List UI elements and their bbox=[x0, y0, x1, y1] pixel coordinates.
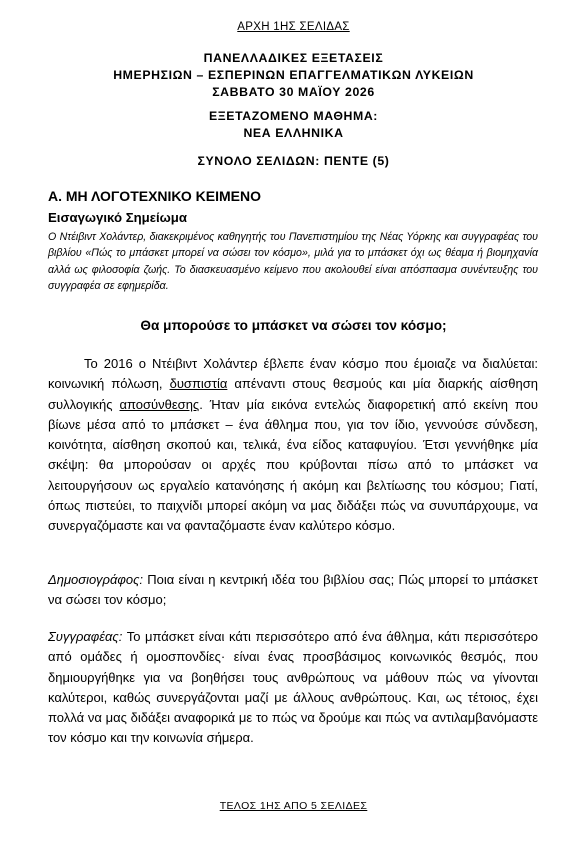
article-title: Θα μπορούσε το μπάσκετ να σώσει τον κόσμο; bbox=[140, 318, 447, 333]
page-end-label: ΤΕΛΟΣ 1ΗΣ ΑΠΟ 5 ΣΕΛΙΔΕΣ bbox=[219, 800, 368, 812]
total-pages: ΣΥΝΟΛΟ ΣΕΛΙΔΩΝ: ΠΕΝΤΕ (5) bbox=[197, 154, 390, 168]
p1-text-c: . Ήταν μία εικόνα εντελώς διαφορετική από εκείνη που βίωνε μέσα από το μπάσκετ – ένα άθλημα που, για τον ίδιο, γεννούσε σύνδεση, κοινότητα, αίσθηση σκοπού και, τελικά, ένα είδος καταφυγίου. Έτσι γεννήθηκε μία σκέψη: θα μπορούσαν οι αρχές που κρύβονται πίσω από το μπάσκετ να λειτουργήσουν ως εργαλείο κατανόησης ή ακόμη και βελτίωσης του κόσμου; Γιατί, όπως πιστεύει, το παιχνίδι μπορεί ακόμη να μας διδάξει πώς να συνυπάρχουμε, να συνεργαζόμαστε και να φανταζόμαστε έναν καλύτερο κόσμο. bbox=[48, 396, 538, 534]
exam-title-line1: ΠΑΝΕΛΛΑΔΙΚΕΣ ΕΞΕΤΑΣΕΙΣ bbox=[203, 51, 384, 65]
p1-text-a: Το 2016 ο Ντέιβιντ Χολάντερ έβλεπε έναν κόσμο που έμοιαζε να διαλύεται: κοινωνική πόλωση, bbox=[48, 356, 538, 392]
intro-note-title: Εισαγωγικό Σημείωμα bbox=[48, 210, 187, 225]
author-answer bbox=[48, 627, 538, 749]
p1-text-b: απέναντι στους θεσμούς και μία διαρκής αίσθηση συλλογικής bbox=[48, 376, 538, 412]
subject-name: ΝΕΑ ΕΛΛΗΝΙΚΑ bbox=[243, 126, 344, 140]
author-label: Συγγραφέας: bbox=[48, 629, 123, 644]
journalist-text: Ποια είναι η κεντρική ιδέα του βιβλίου σας; Πώς μπορεί το μπάσκετ να σώσει τον κόσμο; bbox=[48, 572, 538, 608]
underlined-term-distrust: δυσπιστία bbox=[169, 376, 228, 392]
exam-title-line2: ΗΜΕΡΗΣΙΩΝ – ΕΣΠΕΡΙΝΩΝ ΕΠΑΓΓΕΛΜΑΤΙΚΩΝ ΛΥΚΕΙΩΝ bbox=[113, 68, 474, 82]
subject-label: ΕΞΕΤΑΖΟΜΕΝΟ ΜΑΘΗΜΑ: bbox=[208, 109, 379, 123]
page-start-label: ΑΡΧΗ 1ΗΣ ΣΕΛΙΔΑΣ bbox=[237, 21, 350, 33]
author-text: Το μπάσκετ είναι κάτι περισσότερο από ένα άθλημα, κάτι περισσότερο από ομάδες ή ομοσπονδίες· είναι ένας προσβάσιμος κοινωνικός θεσμός, που δημιουργήθηκε για να βοηθήσει τους ανθρώπους να μάθουν πώς να γίνονται καλύτεροι, καθώς συνεργάζονται μαζί με άλλους ανθρώπους. Και, ως τέτοιος, έχει πολλά να μας διδάξει αναφορικά με το πώς να δρούμε και πώς να αντιλαμβανόμαστε τον κόσμο και την κοινωνία σήμερα. bbox=[48, 629, 538, 746]
journalist-label: Δημοσιογράφος: bbox=[48, 572, 144, 587]
exam-date: ΣΑΒΒΑΤΟ 30 ΜΑΪΟΥ 2026 bbox=[212, 85, 375, 99]
article-paragraph-1 bbox=[48, 354, 538, 537]
journalist-question bbox=[48, 570, 538, 611]
underlined-term-decomposition: αποσύνθεσης bbox=[119, 396, 200, 412]
section-title: Α. ΜΗ ΛΟΓΟΤΕΧΝΙΚΟ ΚΕΙΜΕΝΟ bbox=[48, 188, 262, 204]
intro-note-text: Ο Ντέιβιντ Χολάντερ, διακεκριμένος καθηγητής του Πανεπιστημίου της Νέας Υόρκης και συγγραφέας του βιβλίου «Πώς το μπάσκετ μπορεί να σώσει τον κόσμο», μιλά για το μπάσκετ όχι ως θέαμα ή βιομηχανία αλλά ως φιλοσοφία ζωής. Το διασκευασμένο κείμενο που ακολουθεί είναι απόσπασμα συνέντευξης του συγγραφέα σε εφημερίδα. bbox=[48, 231, 538, 293]
